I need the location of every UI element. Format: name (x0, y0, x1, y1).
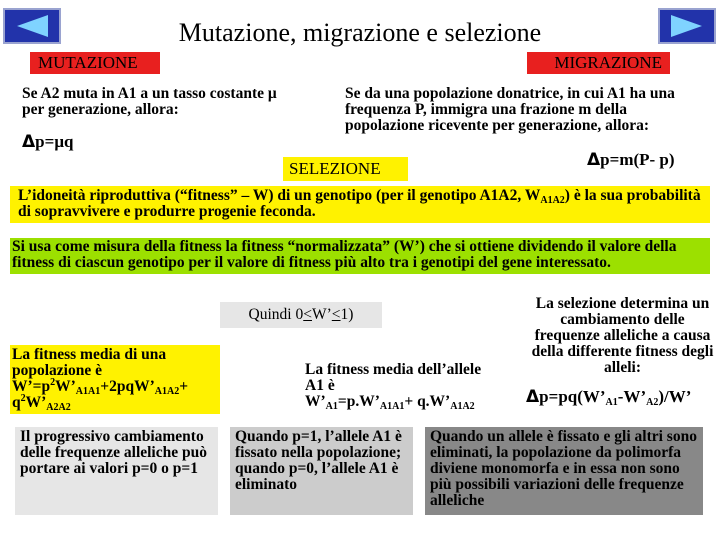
fitness-media-allele: La fitness media dell’allele A1 è $W’_{A1}=p.W’_{A1A1}+$ $q.W’_{A1A2}$ (305, 361, 482, 412)
delta-p-formula: $\Delta p=pq(W’_{A1}-W’_{A2})/W$’ (526, 387, 692, 408)
selezione-determina: La selezione determina un cambiamento delle frequenze alleliche a causa della differente fitness degli alleli: (531, 295, 714, 376)
box-allele-fissato: Quando p=1, l’allele A1 è fissato nella popolazione; quando p=0, l’allele A1 è eliminato (230, 427, 413, 515)
mutazione-header: MUTAZIONE (30, 52, 160, 74)
fitness-definition: L’idoneità riproduttiva (“fitness” – W) di un genotipo (per il genotipo A1A2, $W_{A1A2}$) è la sua probabilità di sopravvivere e produrre progenie feconda. (10, 186, 710, 223)
box-progressivo-cambiamento: Il progressivo cambiamento delle frequenze alleliche può portare ai valori p=0 o p=1 (15, 427, 218, 515)
fitness-normalizzata: Si usa come misura della fitness la fitness “normalizzata” (W’) che si ottiene dividendo il valore della fitness di ciascun genotipo per il valore di fitness più alto tra i genotipi del gene interessato. (10, 238, 710, 274)
mutazione-text: Se A2 muta in A1 a un tasso costante μ per generazione, allora: (22, 85, 277, 118)
mutazione-formula: Δp=μq (22, 132, 74, 152)
fitness-media-popolazione: La fitness media di una popolazione è $W’=p^2W’_{A1A1}+2pqW’_{A1A2}+$ $q^2W’_{A2A2}$ (10, 345, 220, 414)
migrazione-text: Se da una popolazione donatrice, in cui A1 ha una frequenza P, immigra una frazione m della popolazione ricevente per generazione, allora: (345, 85, 675, 134)
page-title: Mutazione, migrazione e selezione (178, 18, 542, 47)
selezione-header: SELEZIONE (283, 157, 408, 181)
box-popolazione-monomorfa: Quando un allele è fissato e gli altri sono eliminati, la popolazione da polimorfa diviene monomorfa e in essa non sono più possibili variazioni delle frequenze alleliche (425, 427, 703, 515)
fitness-range: Quindi 0<W’<1) (220, 302, 382, 328)
migrazione-formula: Δp=m(P- p) (587, 150, 675, 170)
migrazione-header: MIGRAZIONE (527, 52, 670, 74)
